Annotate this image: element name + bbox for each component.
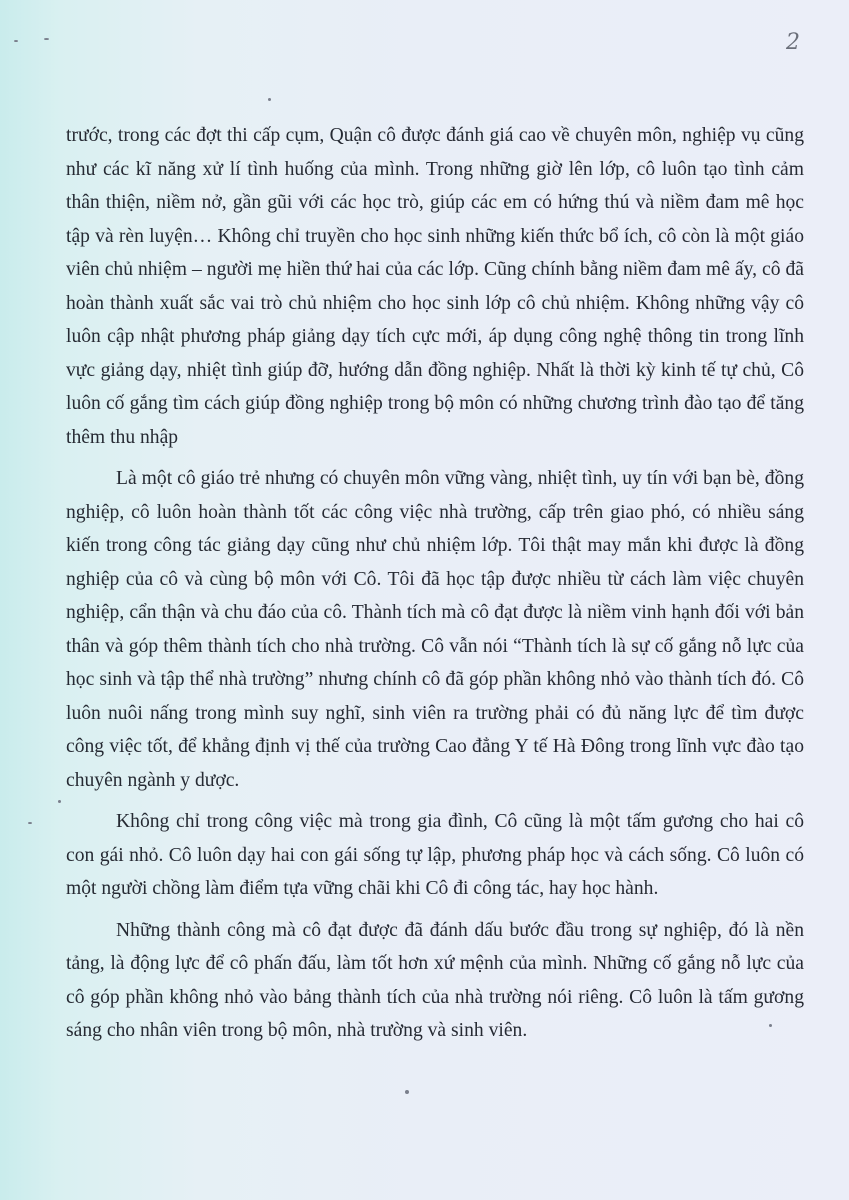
scan-speck — [28, 822, 32, 824]
paragraph-1: trước, trong các đợt thi cấp cụm, Quận cô được đánh giá cao về chuyên môn, nghiệp vụ cũng như các kĩ năng xử lí tình huống của mình. Trong những giờ lên lớp, cô luôn tạo tình cảm thân thiện, niềm nở, gần gũi với các học trò, giúp các em có hứng thú và niềm đam mê học tập và rèn luyện… Không chỉ truyền cho học sinh những kiến thức bổ ích, cô còn là một giáo viên chủ nhiệm – người mẹ hiền thứ hai của các lớp. Cũng chính bằng niềm đam mê ấy, cô đã hoàn thành xuất sắc vai trò chủ nhiệm cho học sinh lớp cô chủ nhiệm. Không những vậy cô luôn cập nhật phương pháp giảng dạy tích cực mới, áp dụng công nghệ thông tin trong lĩnh vực giảng dạy, nhiệt tình giúp đỡ, hướng dẫn đồng nghiệp. Nhất là thời kỳ kinh tế tự chủ, Cô luôn cố gắng tìm cách giúp đồng nghiệp trong bộ môn có những chương trình đào tạo để tăng thêm thu nhập — [66, 125, 804, 448]
scan-speck — [14, 40, 18, 42]
scan-speck — [58, 800, 61, 803]
scan-speck — [268, 98, 271, 101]
scan-speck — [405, 1090, 409, 1094]
paragraph-3: Không chỉ trong công việc mà trong gia đình, Cô cũng là một tấm gương cho hai cô con gái nhỏ. Cô luôn dạy hai con gái sống tự lập, phương pháp học và cách sống. Cô luôn có một người chồng làm điểm tựa vững chãi khi Cô đi công tác, hay học hành. — [66, 811, 804, 899]
scan-speck — [44, 38, 49, 40]
scan-speck — [769, 1024, 772, 1027]
page-number: 2 — [786, 30, 800, 55]
paragraph-4: Những thành công mà cô đạt được đã đánh dấu bước đầu trong sự nghiệp, đó là nền tảng, là động lực để cô phấn đấu, làm tốt hơn xứ mệnh của mình. Những cố gắng nỗ lực của cô góp phần không nhỏ vào bảng thành tích của nhà trường nói riêng. Cô luôn là tấm gương sáng cho nhân viên trong bộ môn, nhà trường và sinh viên. — [66, 919, 804, 1041]
paragraph-2: Là một cô giáo trẻ nhưng có chuyên môn vững vàng, nhiệt tình, uy tín với bạn bè, đồng nghiệp, cô luôn hoàn thành tốt các công việc nhà trường, cấp trên giao phó, có nhiều sáng kiến trong công tác giảng dạy cũng như chủ nhiệm lớp. Tôi thật may mắn khi được là đồng nghiệp của cô và cùng bộ môn với Cô. Tôi đã học tập được nhiều từ cách làm việc chuyên nghiệp, cẩn thận và chu đáo của cô. Thành tích mà cô đạt được là niềm vinh hạnh đối với bản thân và góp thêm thành tích cho nhà trường. Cô vẫn nói “Thành tích là sự cố gắng nỗ lực của học sinh và tập thể nhà trường” nhưng chính cô đã góp phần không nhỏ vào thành tích đó. Cô luôn nuôi nấng trong mình suy nghĩ, sinh viên ra trường phải có đủ năng lực để tìm được công việc tốt, để khẳng định vị thế của trường Cao đẳng Y tế Hà Đông trong lĩnh vực đào tạo chuyên ngành y dược. — [66, 468, 804, 791]
document-body — [66, 119, 804, 1048]
